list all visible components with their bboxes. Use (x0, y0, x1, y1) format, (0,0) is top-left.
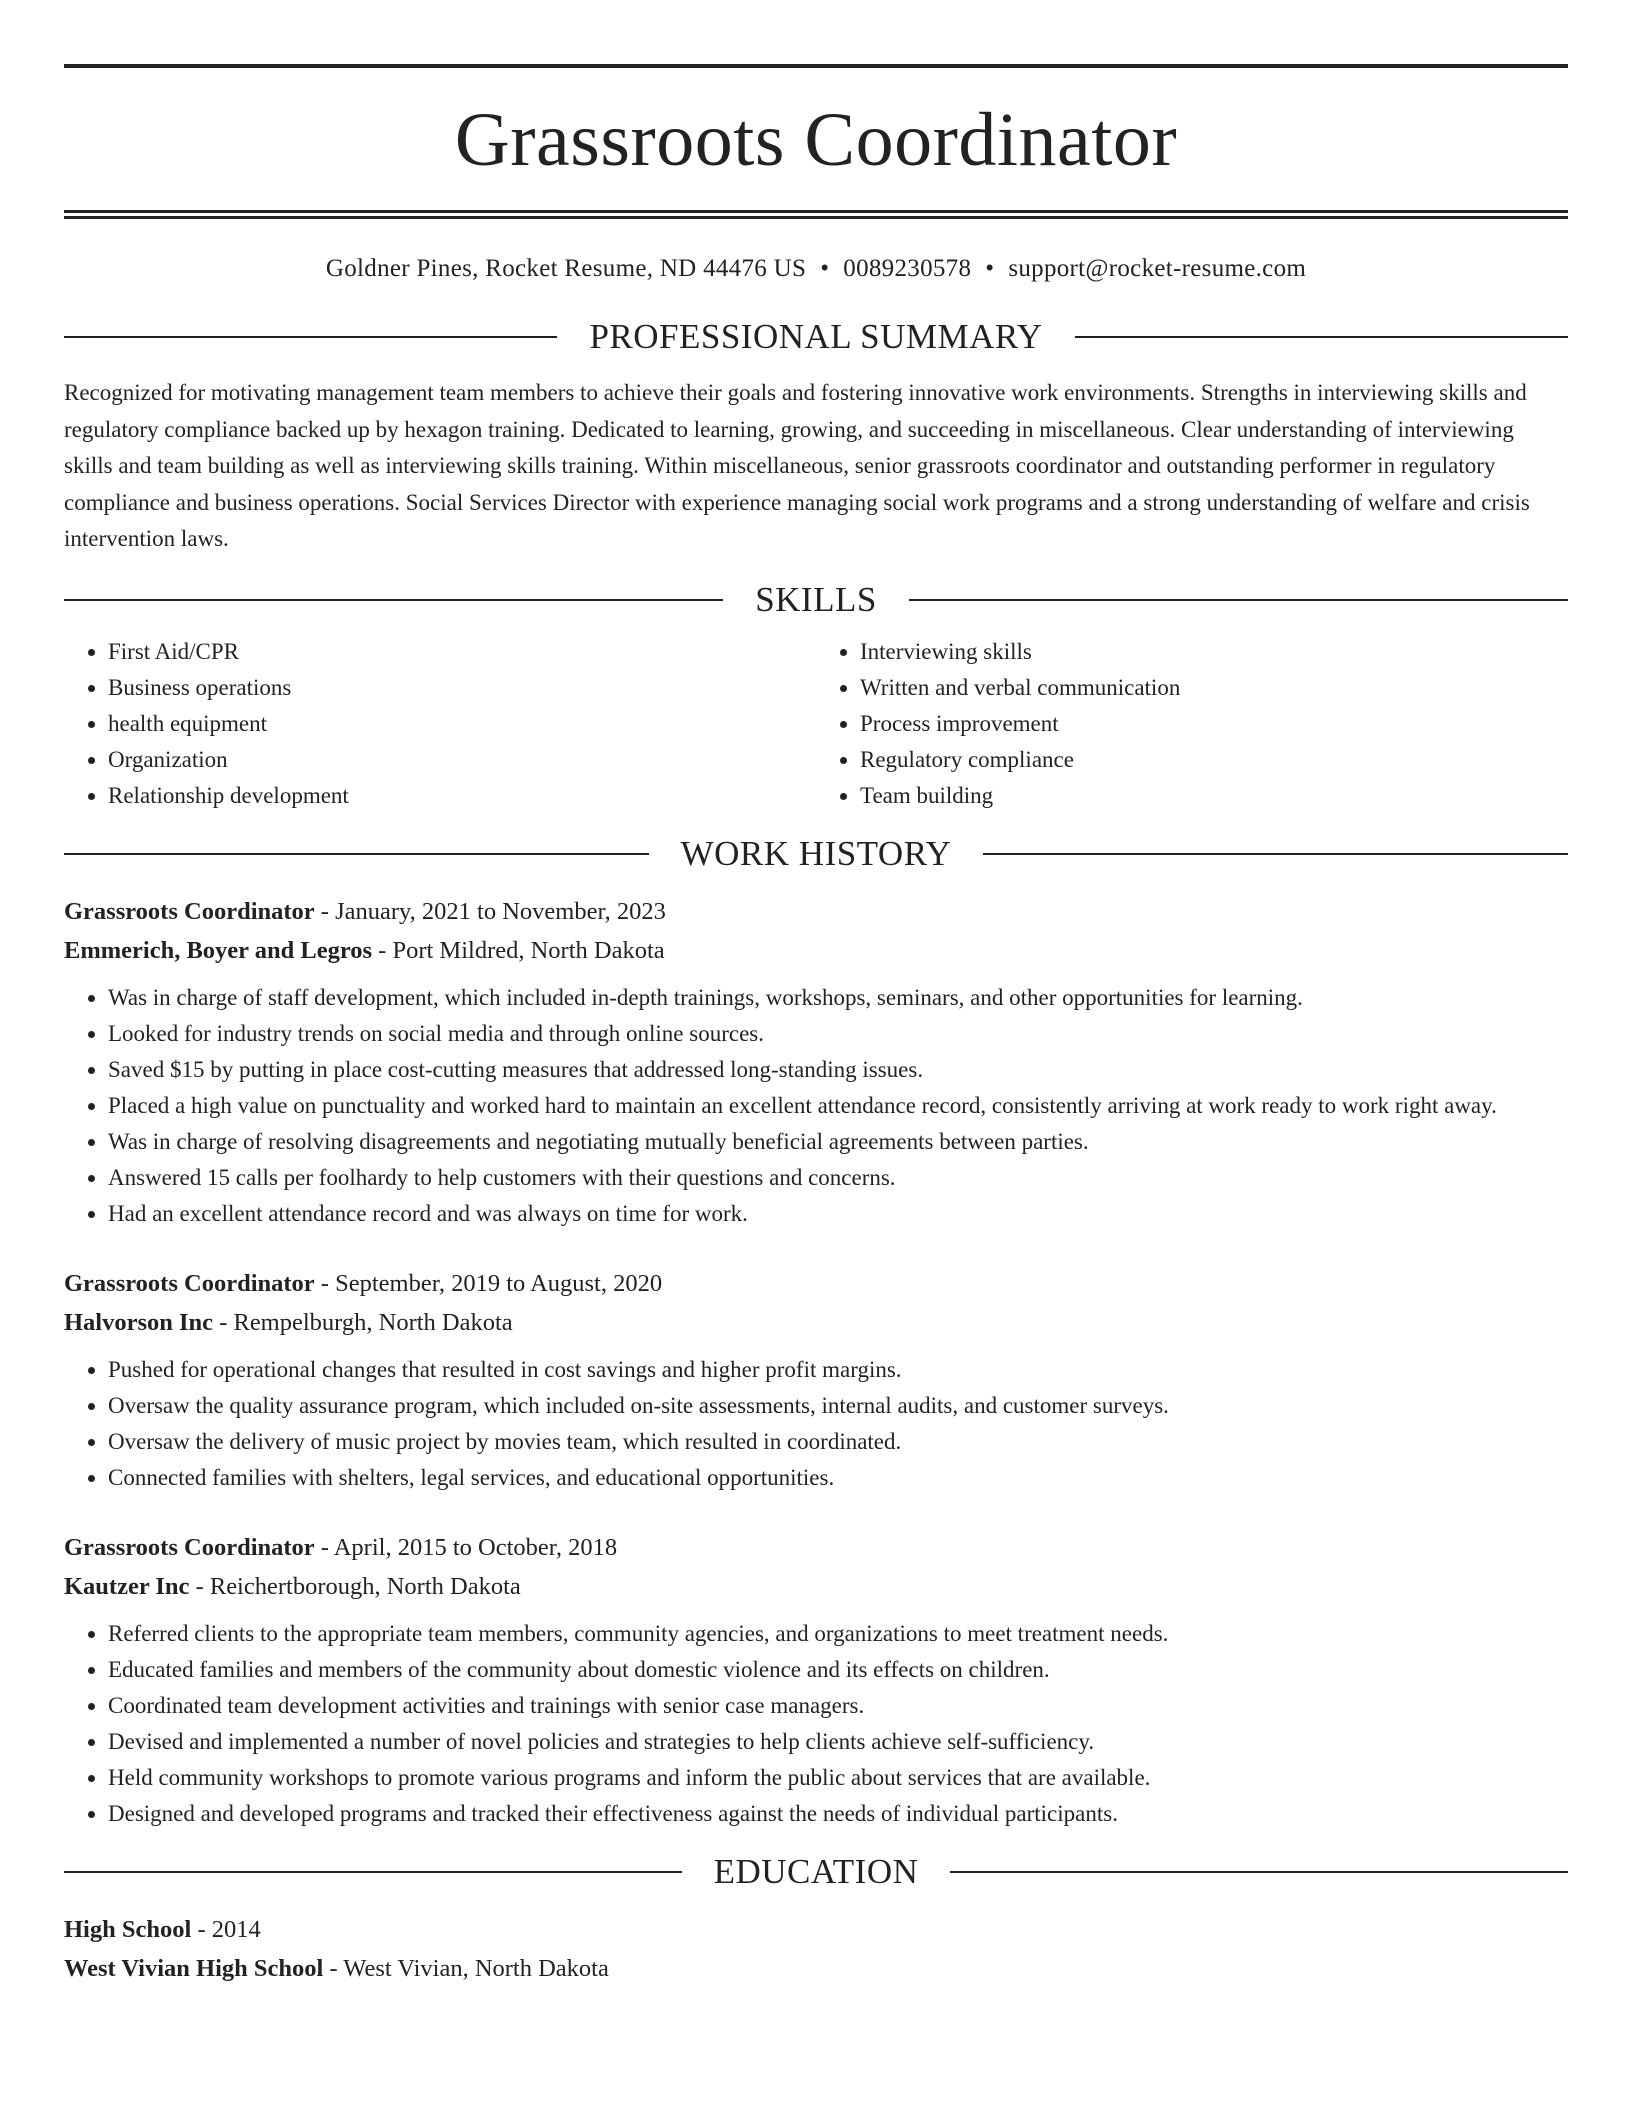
job-entry (64, 1528, 1568, 1832)
job-company-line (64, 1567, 1568, 1606)
job-bullet: • Pushed for operational changes that resulted in cost savings and higher profit margins. (108, 1352, 1568, 1388)
section-header-summary (64, 317, 1568, 357)
skill-item: • Written and verbal communication (860, 670, 1568, 706)
job-company-line (64, 1303, 1568, 1342)
section-rule (983, 853, 1568, 855)
job-bullet: • Connected families with shelters, legal services, and educational opportunities. (108, 1460, 1568, 1496)
job-entry (64, 892, 1568, 1232)
skill-item: • Business operations (108, 670, 816, 706)
education-degree: High School (64, 1915, 192, 1943)
education-entry (64, 1910, 1568, 1988)
summary-text: Recognized for motivating management team members to achieve their goals and fostering innovative work environments. Strengths in interviewing skills and regulatory compliance backed up by hexagon training. Dedicated to learning, growing, and succeeding in miscellaneous. Clear understanding of interviewing skills and team building as well as interviewing skills training. Within miscellaneous, senior grassroots coordinator and outstanding performer in regulatory compliance and business operations. Social Services Director with experience managing social work programs and a strong understanding of welfare and crisis intervention laws. (64, 380, 1530, 551)
job-bullet: • Designed and developed programs and tracked their effectiveness against the needs of individual participants. (108, 1796, 1568, 1832)
job-bullet: • Held community workshops to promote various programs and inform the public about services that are available. (108, 1760, 1568, 1796)
section-rule (1075, 336, 1568, 338)
job-bullets (64, 1616, 1568, 1832)
job-bullets (64, 980, 1568, 1232)
job-bullet: • Saved $15 by putting in place cost-cutting measures that addressed long-standing issues. (108, 1052, 1568, 1088)
job-bullets (64, 1352, 1568, 1496)
job-bullet: • Devised and implemented a number of novel policies and strategies to help clients achieve self-sufficiency. (108, 1724, 1568, 1760)
contact-line (64, 255, 1568, 283)
section-rule (64, 853, 649, 855)
job-title: Grassroots Coordinator (64, 1269, 315, 1297)
job-bullet: • Educated families and members of the community about domestic violence and its effects on children. (108, 1652, 1568, 1688)
job-bullet: • Placed a high value on punctuality and worked hard to maintain an excellent attendance record, consistently arriving at work ready to work right away. (108, 1088, 1568, 1124)
job-title-line (64, 1528, 1568, 1567)
contact-phone: 0089230578 (843, 255, 972, 282)
skill-item: • Relationship development (108, 778, 816, 814)
skill-item: • Team building (860, 778, 1568, 814)
contact-email: support@rocket-resume.com (1008, 255, 1307, 282)
job-bullet: • Oversaw the delivery of music project by movies team, which resulted in coordinated. (108, 1424, 1568, 1460)
section-title: SKILLS (755, 579, 877, 619)
education-school: West Vivian High School (64, 1954, 324, 1982)
job-location: - Rempelburgh, North Dakota (213, 1308, 513, 1336)
top-rule (64, 64, 1568, 68)
job-company: Halvorson Inc (64, 1308, 214, 1336)
skill-item: • health equipment (108, 706, 816, 742)
contact-separator: • (820, 255, 830, 282)
section-rule (64, 336, 557, 338)
job-company-line (64, 931, 1568, 970)
job-bullet: • Had an excellent attendance record and was always on time for work. (108, 1196, 1568, 1232)
section-title: PROFESSIONAL SUMMARY (589, 317, 1043, 356)
section-rule (950, 1871, 1568, 1873)
skill-item: • Organization (108, 742, 816, 778)
job-company: Kautzer Inc (64, 1572, 190, 1600)
job-title-line (64, 892, 1568, 931)
job-bullet: • Answered 15 calls per foolhardy to help customers with their questions and concerns. (108, 1160, 1568, 1196)
skill-item: • Interviewing skills (860, 634, 1568, 670)
section-header-education (64, 1852, 1568, 1892)
section-rule (909, 599, 1568, 601)
job-title: Grassroots Coordinator (64, 897, 315, 925)
job-dates: - April, 2015 to October, 2018 (314, 1533, 618, 1561)
job-bullet: • Looked for industry trends on social media and through online sources. (108, 1016, 1568, 1052)
skills-column-left (64, 634, 816, 814)
job-title: Grassroots Coordinator (64, 1533, 315, 1561)
section-header-work (64, 834, 1568, 874)
job-company: Emmerich, Boyer and Legros (64, 936, 373, 964)
job-dates: - September, 2019 to August, 2020 (314, 1269, 663, 1297)
job-bullet: • Was in charge of resolving disagreements and negotiating mutually beneficial agreements between parties. (108, 1124, 1568, 1160)
job-bullet: • Was in charge of staff development, which included in-depth trainings, workshops, seminars, and other opportunities for learning. (108, 980, 1568, 1016)
job-entry (64, 1264, 1568, 1496)
job-title-line (64, 1264, 1568, 1303)
job-bullet: • Oversaw the quality assurance program, which included on-site assessments, internal audits, and customer surveys. (108, 1388, 1568, 1424)
education-school-line (64, 1949, 1568, 1988)
section-title: EDUCATION (713, 1851, 919, 1891)
skills-list (64, 634, 1568, 814)
skill-item: • First Aid/CPR (108, 634, 816, 670)
contact-separator: • (985, 255, 995, 282)
title-double-rule (64, 210, 1568, 219)
section-header-skills (64, 580, 1568, 620)
job-location: - Reichertborough, North Dakota (189, 1572, 521, 1600)
education-year: - 2014 (191, 1915, 261, 1943)
skill-item: • Process improvement (860, 706, 1568, 742)
job-location: - Port Mildred, North Dakota (372, 936, 665, 964)
job-bullet: • Coordinated team development activities and trainings with senior case managers. (108, 1688, 1568, 1724)
job-dates: - January, 2021 to November, 2023 (314, 897, 666, 925)
section-rule (64, 599, 723, 601)
section-rule (64, 1871, 682, 1873)
education-degree-line (64, 1910, 1568, 1949)
contact-address: Goldner Pines, Rocket Resume, ND 44476 US (325, 255, 807, 282)
resume-title: Grassroots Coordinator (454, 98, 1178, 182)
education-location: - West Vivian, North Dakota (323, 1954, 609, 1982)
section-title: WORK HISTORY (680, 833, 952, 873)
skill-item: • Regulatory compliance (860, 742, 1568, 778)
skills-column-right (816, 634, 1568, 814)
job-bullet: • Referred clients to the appropriate team members, community agencies, and organizations to meet treatment needs. (108, 1616, 1568, 1652)
